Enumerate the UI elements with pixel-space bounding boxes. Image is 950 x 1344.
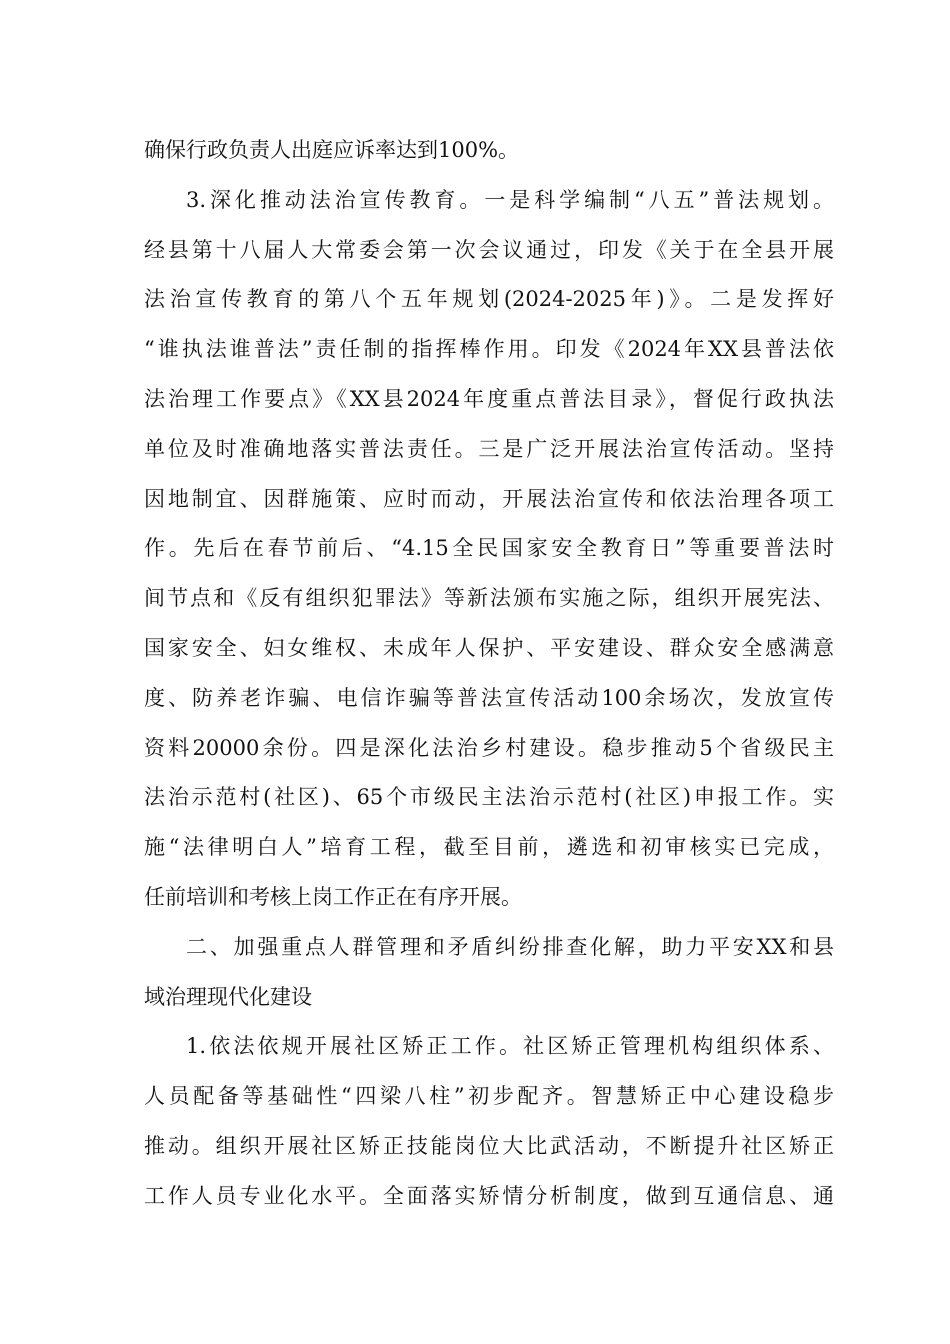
paragraph-line: 法治理工作要点》《XX县2024年度重点普法目录》，督促行政执法	[144, 386, 834, 411]
body-text	[144, 126, 834, 1222]
paragraph-line: 国家安全、妇女维权、未成年人保护、平安建设、群众安全感满意	[144, 635, 834, 660]
paragraph-line: 3.深化推动法治宣传教育。一是科学编制“八五”普法规划。	[186, 187, 834, 212]
paragraph-line: 工作人员专业化水平。全面落实矫情分析制度，做到互通信息、通	[144, 1183, 834, 1208]
paragraph-line: 因地制宜、因群施策、应时而动，开展法治宣传和依法治理各项工	[144, 486, 834, 511]
paragraph-line: 经县第十八届人大常委会第一次会议通过，印发《关于在全县开展	[144, 237, 834, 262]
paragraph-line: “谁执法谁普法”责任制的指挥棒作用。印发《2024年XX县普法依	[144, 337, 834, 362]
paragraph-line: 确保行政负责人出庭应诉率达到100%。	[144, 138, 520, 162]
paragraph-line: 法治示范村(社区)、65个市级民主法治示范村(社区)申报工作。实	[144, 785, 834, 810]
paragraph-line: 人员配备等基础性“四梁八柱”初步配齐。智慧矫正中心建设稳步	[144, 1084, 834, 1109]
paragraph-line: 推动。组织开展社区矫正技能岗位大比武活动，不断提升社区矫正	[144, 1133, 834, 1158]
section-heading-line: 二、加强重点人群管理和矛盾纠纷排查化解，助力平安XX和县	[186, 934, 834, 959]
paragraph-line: 1.依法依规开展社区矫正工作。社区矫正管理机构组织体系、	[186, 1034, 834, 1059]
paragraph-line: 施“法律明白人”培育工程，截至目前，遴选和初审核实已完成，	[144, 835, 834, 860]
paragraph-line: 单位及时准确地落实普法责任。三是广泛开展法治宣传活动。坚持	[144, 436, 834, 461]
paragraph-line: 任前培训和考核上岗工作正在有序开展。	[144, 884, 522, 909]
paragraph-line: 度、防养老诈骗、电信诈骗等普法宣传活动100余场次，发放宣传	[144, 685, 834, 710]
paragraph-line: 资料20000余份。四是深化法治乡村建设。稳步推动5个省级民主	[144, 735, 834, 760]
section-heading-line: 域治理现代化建设	[144, 984, 312, 1009]
paragraph-line: 法治宣传教育的第八个五年规划(2024-2025年)》。二是发挥好	[144, 287, 834, 312]
paragraph-line: 间节点和《反有组织犯罪法》等新法颁布实施之际，组织开展宪法、	[144, 586, 834, 611]
paragraph-line: 作。先后在春节前后、“4.15全民国家安全教育日”等重要普法时	[144, 536, 834, 561]
